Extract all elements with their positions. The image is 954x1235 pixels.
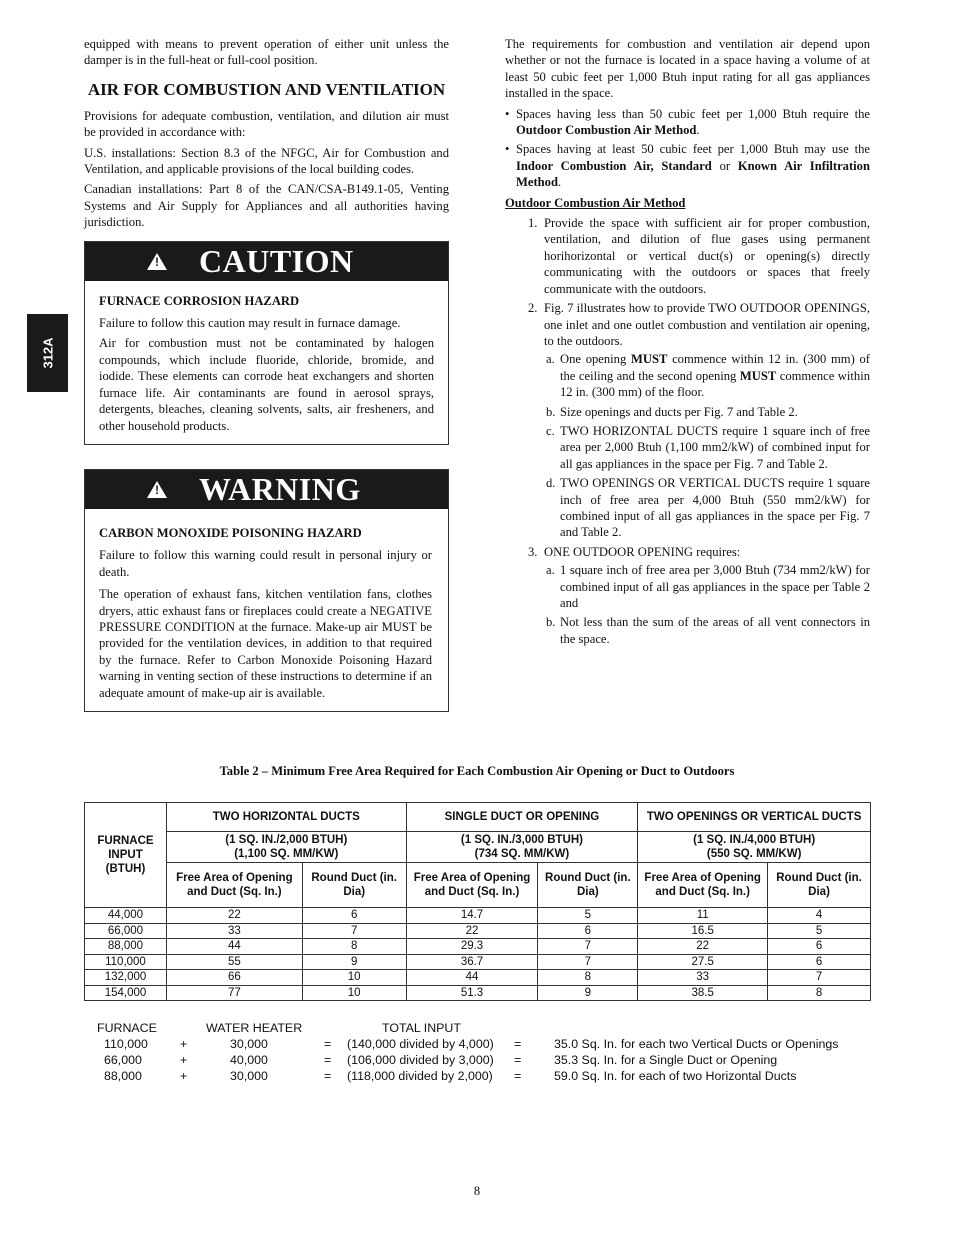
table-cell: 14.7 — [406, 908, 538, 924]
table-cell: 8 — [302, 939, 406, 955]
free-area-header: Free Area of Opening and Duct (Sq. In.) — [166, 863, 302, 908]
group-rate-header: (1 SQ. IN./3,000 BTUH) (734 SQ. MM/KW) — [406, 832, 638, 863]
table-cell: 9 — [302, 954, 406, 970]
table-cell: 66,000 — [85, 923, 167, 939]
table-row — [85, 908, 871, 924]
warning-triangle-icon — [147, 253, 167, 270]
furnace-input-header: FURNACE INPUT (BTUH) — [85, 803, 167, 908]
caution-title: CAUTION — [199, 242, 354, 279]
calc-cell: = — [514, 1037, 522, 1051]
step-item: 2. Fig. 7 illustrates how to provide TWO OUTDOOR OPENINGS, one inlet and one outlet combustion and ventilation air opening, to the outdoors. a. One opening MUST commence within 12 in. (300 mm) of the ceiling and the second opening MUST commence within 12 in. (300 mm) of the floor. b. Size openings and ducts per Fig. 7 and Table 2. c. TWO HORIZONTAL DUCTS require 1 square inch of free area per 2,000 Btuh (1,100 mm2/kW) of combined input for all gas appliances in the space per Fig. 7 and Table 2. d. TWO OPENINGS OR VERTICAL DUCTS require 1 square inch of free area per 4,000 Btuh (550 mm2/kW) for combined input of all gas appliances in the space per Fig. 7 and Table 2. — [528, 301, 870, 540]
warning-body — [85, 509, 448, 711]
section-heading: AIR FOR COMBUSTION AND VENTILATION — [87, 79, 446, 99]
step-item: 1. Provide the space with sufficient air for proper combustion, ventilation, and dilution of flue gases using permanent horihorizontal or vertical duct(s) or opening(s) directly communicating with the outdoors or spaces that freely communicate with the outdoors. — [528, 216, 870, 296]
group-rate-header: (1 SQ. IN./2,000 BTUH) (1,100 SQ. MM/KW) — [166, 832, 406, 863]
side-tab-label: 312A — [40, 337, 55, 369]
caution-paragraph-2: Air for combustion must not be contaminated by halogen compounds, which include fluoride, chloride, bromide, and iodide. These elements can corrode heat exchangers and shorten furnace life. Air contaminants are found in aerosol sprays, detergents, bleaches, cleaning solvents, salts, air fresheners, and other household products. — [99, 336, 434, 433]
requirements-paragraph: The requirements for combustion and ventilation air depend upon whether or not the furnace is located in a space having a volume of at least 50 cubic feet per 1,000 Btuh input rating for all gas appliances installed in the space. — [505, 37, 870, 101]
round-duct-header: Round Duct (in. Dia) — [768, 863, 871, 908]
table-cell: 7 — [538, 954, 638, 970]
calc-row — [84, 1069, 874, 1085]
calc-row — [84, 1053, 874, 1069]
example-calculation — [84, 1021, 874, 1085]
table-row — [85, 923, 871, 939]
table-cell: 6 — [302, 908, 406, 924]
group-header: SINGLE DUCT OR OPENING — [406, 803, 638, 832]
warning-box — [84, 469, 449, 712]
calc-cell: (118,000 divided by 2,000) — [347, 1069, 493, 1083]
calc-header-total-input: TOTAL INPUT — [382, 1021, 461, 1035]
table-cell: 7 — [768, 970, 871, 986]
table-cell: 27.5 — [638, 954, 768, 970]
table-cell: 38.5 — [638, 985, 768, 1001]
table-cell: 22 — [406, 923, 538, 939]
table-cell: 10 — [302, 970, 406, 986]
table-cell: 55 — [166, 954, 302, 970]
calc-cell: (106,000 divided by 3,000) — [347, 1053, 494, 1067]
table-cell: 33 — [638, 970, 768, 986]
table-cell: 7 — [302, 923, 406, 939]
group-header: TWO HORIZONTAL DUCTS — [166, 803, 406, 832]
calc-cell: = — [324, 1037, 332, 1051]
table-cell: 4 — [768, 908, 871, 924]
side-tab — [27, 314, 68, 392]
free-area-header: Free Area of Opening and Duct (Sq. In.) — [638, 863, 768, 908]
warning-paragraph-2: The operation of exhaust fans, kitchen ventilation fans, clothes dryers, attic exhaust fans or fireplaces could create a NEGATIVE PRESSURE CONDITION at the furnace. Make‑up air MUST be provided for the ventilation devices, in addition to that required by the furnace. Refer to Carbon Monoxide Poisoning Hazard warning in venting section of these instructions to determine if an adequate amount of make‑up air is available. — [99, 587, 432, 700]
table-cell: 77 — [166, 985, 302, 1001]
provisions-paragraph: Provisions for adequate combustion, ventilation, and dilution air must be provided in accordance with: — [84, 108, 449, 140]
table-cell: 44 — [406, 970, 538, 986]
table-row — [85, 954, 871, 970]
table-cell: 22 — [638, 939, 768, 955]
table-cell: 132,000 — [85, 970, 167, 986]
table-cell: 8 — [538, 970, 638, 986]
calc-cell: = — [324, 1053, 332, 1067]
group-header: TWO OPENINGS OR VERTICAL DUCTS — [638, 803, 871, 832]
calc-cell: 30,000 — [230, 1037, 268, 1051]
table-cell: 29.3 — [406, 939, 538, 955]
table-cell: 44,000 — [85, 908, 167, 924]
warning-title: WARNING — [199, 471, 361, 508]
warning-hazard-title: CARBON MONOXIDE POISONING HAZARD — [99, 525, 362, 540]
calc-cell: 110,000 — [104, 1037, 148, 1051]
table-row — [85, 970, 871, 986]
canadian-installations-paragraph: Canadian installations: Part 8 of the CAN/CSA‑B149.1‑05, Venting Systems and Air Supply for Appliances and all authorities having jurisdiction. — [84, 182, 449, 230]
table-cell: 36.7 — [406, 954, 538, 970]
caution-header — [85, 242, 448, 281]
us-installations-paragraph: U.S. installations: Section 8.3 of the NFGC, Air for Combustion and Ventilation, and applicable provisions of the local building codes. — [84, 145, 449, 177]
table-cell: 51.3 — [406, 985, 538, 1001]
group-rate-header: (1 SQ. IN./4,000 BTUH) (550 SQ. MM/KW) — [638, 832, 871, 863]
calc-cell: 66,000 — [104, 1053, 142, 1067]
table-cell: 16.5 — [638, 923, 768, 939]
calc-header-furnace: FURNACE — [97, 1021, 157, 1035]
substep-item: c. TWO HORIZONTAL DUCTS require 1 square inch of free area per 2,000 Btuh (1,100 mm2/kW) of combined input for all gas appliances in the space per Fig. 7 and Table 2. — [546, 423, 870, 471]
table-cell: 22 — [166, 908, 302, 924]
page-number: 8 — [473, 1184, 481, 1198]
table-cell: 110,000 — [85, 954, 167, 970]
method-heading: Outdoor Combustion Air Method — [505, 195, 686, 210]
substep-item: d. TWO OPENINGS OR VERTICAL DUCTS require 1 square inch of free area per 4,000 Btuh (550 mm2/kW) for combined input of all gas appliances in the space per Fig. 7 and Table 2. — [546, 476, 870, 540]
calc-cell: 30,000 — [230, 1069, 268, 1083]
table-cell: 33 — [166, 923, 302, 939]
warning-triangle-icon — [147, 481, 167, 498]
table-cell: 6 — [768, 954, 871, 970]
table-cell: 11 — [638, 908, 768, 924]
calc-cell: 88,000 — [104, 1069, 142, 1083]
intro-paragraph: equipped with means to prevent operation of either unit unless the damper is in the full‑heat or full‑cool position. — [84, 37, 449, 68]
table-cell: 9 — [538, 985, 638, 1001]
round-duct-header: Round Duct (in. Dia) — [538, 863, 638, 908]
substeps — [544, 562, 870, 647]
table-cell: 7 — [538, 939, 638, 955]
substeps — [544, 351, 870, 540]
table-cell: 6 — [768, 939, 871, 955]
table-cell: 8 — [768, 985, 871, 1001]
calc-cell: = — [514, 1053, 522, 1067]
right-column — [505, 36, 870, 650]
bullet-item: • Spaces having less than 50 cubic feet per 1,000 Btuh require the Outdoor Combustion Air Method. — [516, 106, 870, 139]
substep-item: b. Not less than the sum of the areas of all vent connectors in the space. — [546, 615, 870, 646]
space-bullets — [505, 106, 870, 191]
table-cell: 44 — [166, 939, 302, 955]
table-cell: 88,000 — [85, 939, 167, 955]
calc-cell: = — [324, 1069, 332, 1083]
round-duct-header: Round Duct (in. Dia) — [302, 863, 406, 908]
combustion-air-table — [84, 802, 871, 1001]
table-cell: 5 — [768, 923, 871, 939]
calc-header-water-heater: WATER HEATER — [206, 1021, 303, 1035]
warning-header — [85, 470, 448, 509]
calc-cell: 35.3 Sq. In. for a Single Duct or Opening — [554, 1053, 778, 1067]
calc-cell: 35.0 Sq. In. for each two Vertical Ducts or Openings — [554, 1037, 839, 1051]
free-area-header: Free Area of Opening and Duct (Sq. In.) — [406, 863, 538, 908]
substep-item: a. One opening MUST commence within 12 in. (300 mm) of the ceiling and the second opening MUST commence within 12 in. (300 mm) of the floor. — [546, 352, 870, 400]
table-row — [85, 985, 871, 1001]
substep-item: a. 1 square inch of free area per 3,000 Btuh (734 mm2/kW) for combined input of all gas appliances in the space per Table 2 and — [546, 563, 870, 610]
warning-paragraph-1: Failure to follow this warning could result in personal injury or death. — [99, 548, 432, 579]
calc-cell: 59.0 Sq. In. for each of two Horizontal Ducts — [554, 1069, 797, 1083]
table-caption: Table 2 – Minimum Free Area Required for Each Combustion Air Opening or Duct to Outdoors — [219, 764, 735, 778]
calc-cell: 40,000 — [230, 1053, 268, 1067]
method-steps — [505, 215, 870, 647]
step-item: 3. ONE OUTDOOR OPENING requires: a. 1 square inch of free area per 3,000 Btuh (734 mm2/kW) for combined input of all gas appliances in the space per Table 2 and b. Not less than the sum of the areas of all vent connectors in the space. — [528, 544, 870, 646]
left-column — [84, 36, 449, 712]
calc-cell: + — [180, 1037, 188, 1051]
table-cell: 6 — [538, 923, 638, 939]
caution-body — [85, 281, 448, 444]
caution-paragraph-1: Failure to follow this caution may result in furnace damage. — [99, 316, 401, 331]
calc-row — [84, 1037, 874, 1053]
calc-cell: (140,000 divided by 4,000) — [347, 1037, 494, 1051]
calc-header-row — [84, 1021, 874, 1037]
table-row — [85, 939, 871, 955]
table-cell: 66 — [166, 970, 302, 986]
substep-item: b. Size openings and ducts per Fig. 7 and Table 2. — [546, 404, 798, 419]
calc-cell: + — [180, 1053, 188, 1067]
table-cell: 10 — [302, 985, 406, 1001]
table-cell: 154,000 — [85, 985, 167, 1001]
calc-cell: + — [180, 1069, 188, 1083]
calc-cell: = — [514, 1069, 522, 1083]
bullet-item: • Spaces having at least 50 cubic feet per 1,000 Btuh may use the Indoor Combustion Air, Standard or Known Air Infiltration Method. — [516, 141, 870, 190]
caution-hazard-title: FURNACE CORROSION HAZARD — [99, 293, 300, 308]
table-cell: 5 — [538, 908, 638, 924]
caution-box — [84, 241, 449, 445]
